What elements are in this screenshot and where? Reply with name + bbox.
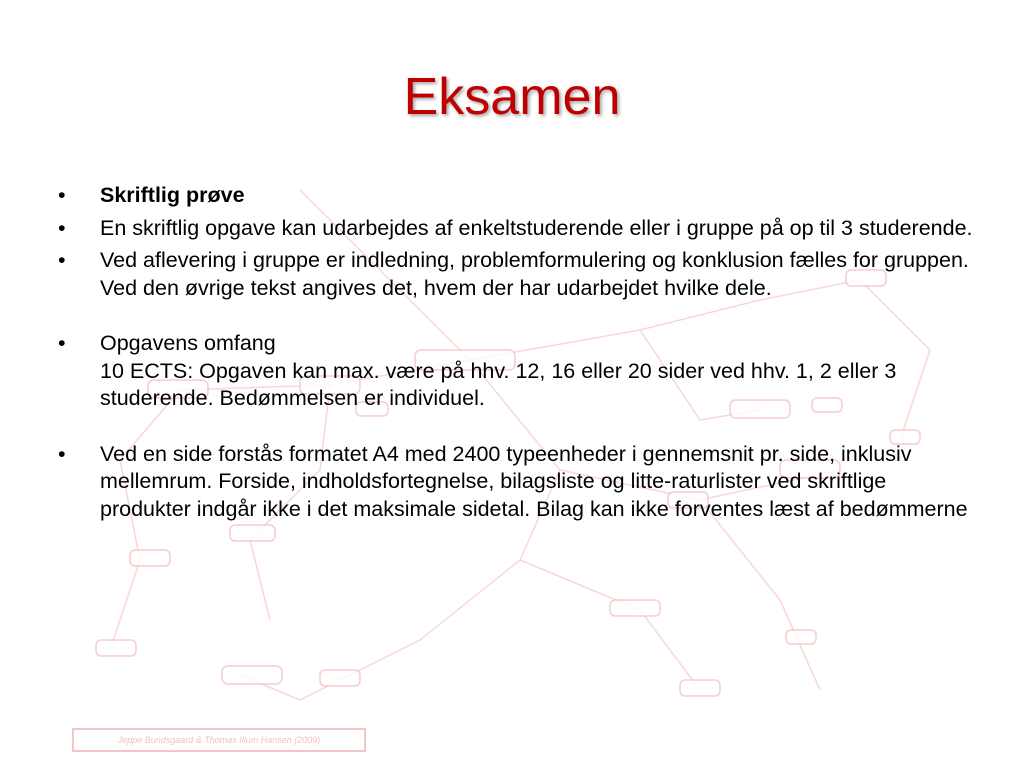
bullet-text: Ved aflevering i gruppe er indledning, problemformulering og konklusion fælles for gruppen. Ved den øvrige tekst angives det, hvem der har udarbejdet hvilke dele. — [100, 248, 969, 300]
bullet-item — [58, 441, 978, 524]
bullet-text: Ved en side forstås formatet A4 med 2400 typeenheder i gennemsnit pr. side, inklusiv mellemrum. Forside, indholdsfortegnelse, bilagsliste og litte-raturlister ved skriftlige produkter indgår ikke i det maksimale sidetal. Bilag kan ikke forventes læst af bedømmerne — [100, 441, 968, 521]
bullet-item — [58, 330, 978, 413]
bullet-heading: Opgavens omfang — [100, 331, 276, 355]
slide-title: Eksamen — [403, 68, 621, 126]
bullet-list — [58, 182, 978, 528]
bullet-icon: • — [58, 441, 66, 466]
bullet-icon: • — [58, 331, 66, 355]
bullet-text: Skriftlig prøve — [100, 183, 245, 207]
footer-credit: Jeppe Bundsgaard & Thomas Illum Hansen (2009) — [72, 728, 366, 752]
bullet-icon: • — [58, 248, 66, 272]
bullet-text: 10 ECTS: Opgaven kan max. være på hhv. 12, 16 eller 20 sider ved hhv. 1, 2 eller 3 studerende. Bedømmelsen er individuel. — [100, 358, 897, 410]
bullet-icon: • — [58, 215, 66, 240]
bullet-item — [58, 247, 978, 302]
bullet-item — [58, 215, 978, 243]
bullet-icon: • — [58, 183, 66, 207]
bullet-item — [58, 182, 978, 210]
bullet-text: En skriftlig opgave kan udarbejdes af enkeltstuderende eller i gruppe på op til 3 studerende. — [100, 215, 973, 240]
